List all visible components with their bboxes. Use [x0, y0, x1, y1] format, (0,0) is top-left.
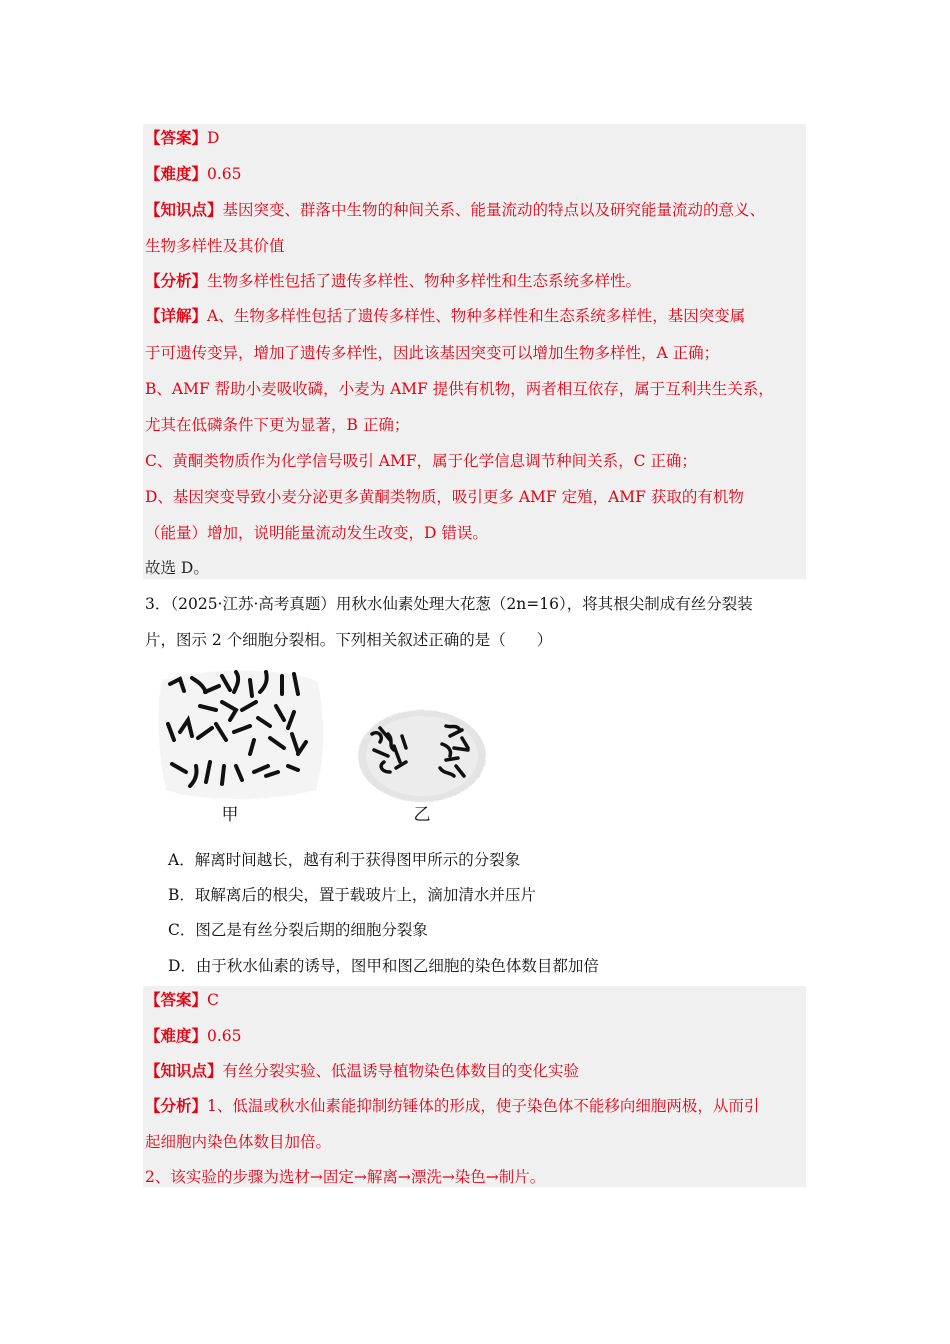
detail-line-4: 尤其在低磷条件下更为显著，B 正确；	[145, 416, 410, 434]
conclusion-line: 故选 D。	[145, 559, 209, 577]
knowledge-line: 【知识点】有丝分裂实验、低温诱导植物染色体数目的变化实验	[145, 1061, 580, 1080]
option-c[interactable]: C．图乙是有丝分裂后期的细胞分裂象	[168, 921, 428, 939]
answer-block-current	[143, 986, 806, 1187]
cell-jia-image	[159, 670, 324, 799]
detail-line-5: C、黄酮类物质作为化学信号吸引 AMF，属于化学信息调节种间关系，C 正确；	[145, 452, 697, 470]
figure-label-jia: 甲	[221, 805, 239, 825]
knowledge-line-2: 生物多样性及其价值	[145, 237, 285, 255]
difficulty-line: 【难度】0.65	[145, 1026, 242, 1045]
detail-line-1: 【详解】A、生物多样性包括了遗传多样性、物种多样性和生态系统多样性，基因突变属	[145, 306, 746, 325]
cell-yi-image	[358, 710, 486, 802]
detail-line-2: 于可遗传变异，增加了遗传多样性，因此该基因突变可以增加生物多样性，A 正确；	[145, 344, 720, 362]
option-a[interactable]: A．解离时间越长，越有利于获得图甲所示的分裂象	[168, 851, 521, 869]
question-stem-line-1: 3．（2025·江苏·高考真题）用秋水仙素处理大花葱（2n=16），将其根尖制成有丝分裂装	[145, 595, 753, 613]
detail-line-7: （能量）增加，说明能量流动发生改变，D 错误。	[145, 524, 488, 542]
difficulty-line: 【难度】0.65	[145, 164, 242, 183]
answer-line: 【答案】C	[145, 990, 219, 1009]
option-b[interactable]: B．取解离后的根尖，置于载玻片上，滴加清水并压片	[168, 886, 536, 904]
analysis-line-2: 起细胞内染色体数目加倍。	[145, 1133, 332, 1151]
answer-line: 【答案】D	[145, 128, 220, 147]
detail-line-6: D、基因突变导致小麦分泌更多黄酮类物质，吸引更多 AMF 定殖，AMF 获取的有机物	[145, 488, 744, 506]
analysis-line: 【分析】1、低温或秋水仙素能抑制纺锤体的形成，使子染色体不能移向细胞两极，从而引	[145, 1096, 760, 1115]
knowledge-line: 【知识点】基因突变、群落中生物的种间关系、能量流动的特点以及研究能量流动的意义、	[145, 200, 766, 219]
analysis-line: 【分析】生物多样性包括了遗传多样性、物种多样性和生态系统多样性。	[145, 271, 642, 290]
detail-line-3: B、AMF 帮助小麦吸收磷，小麦为 AMF 提供有机物，两者相互依存，属于互利共生关系，	[145, 380, 774, 398]
figure-label-yi: 乙	[413, 805, 431, 825]
option-d[interactable]: D．由于秋水仙素的诱导，图甲和图乙细胞的染色体数目都加倍	[168, 957, 599, 975]
analysis-line-3: 2、该实验的步骤为选材→固定→解离→漂洗→染色→制片。	[145, 1168, 546, 1186]
question-stem-line-2: 片，图示 2 个细胞分裂相。下列相关叙述正确的是（ ）	[145, 631, 553, 649]
cell-division-figure	[150, 662, 495, 827]
